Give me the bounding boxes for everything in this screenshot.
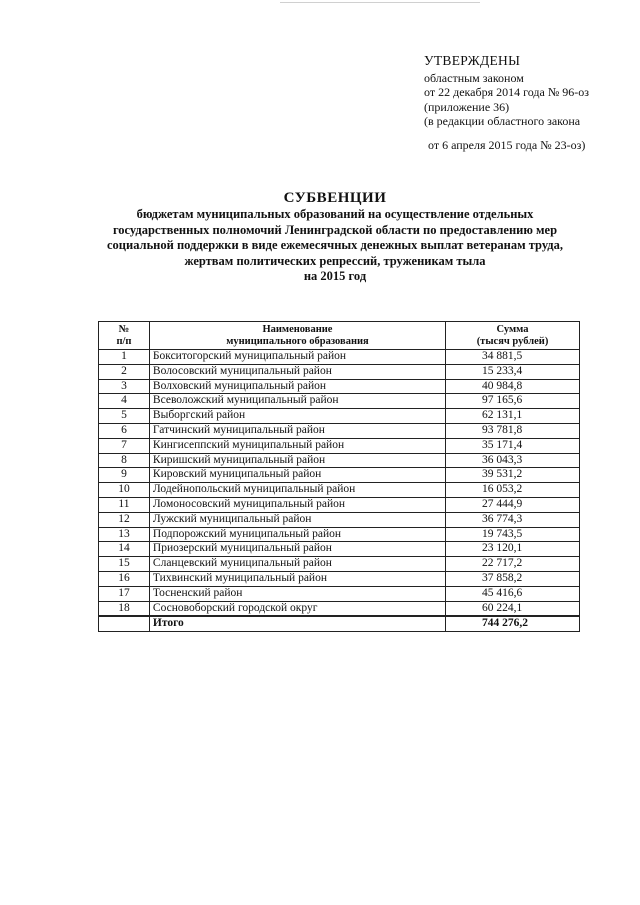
row-number: 15	[99, 557, 150, 572]
table-row	[99, 571, 580, 586]
document-subtitle-line: бюджетам муниципальных образований на осуществление отдельных	[136, 207, 534, 221]
row-number: 17	[99, 586, 150, 601]
table-row	[99, 601, 580, 616]
table-row	[99, 527, 580, 542]
row-sum: 40 984,8	[446, 379, 580, 394]
row-name: Кингисеппский муниципальный район	[149, 438, 445, 453]
row-number: 8	[99, 453, 150, 468]
row-name: Лужский муниципальный район	[149, 512, 445, 527]
table-row	[99, 364, 580, 379]
table-row	[99, 497, 580, 512]
table-row	[99, 483, 580, 498]
table-row	[99, 586, 580, 601]
row-number: 3	[99, 379, 150, 394]
row-number: 11	[99, 497, 150, 512]
document-subtitle-line: социальной поддержки в виде ежемесячных денежных выплат ветеранам труда,	[107, 238, 563, 252]
row-name: Сланцевский муниципальный район	[149, 557, 445, 572]
row-name: Волосовский муниципальный район	[149, 364, 445, 379]
table-row	[99, 468, 580, 483]
row-name: Выборгский район	[149, 409, 445, 424]
header-name	[149, 322, 445, 350]
row-sum: 62 131,1	[446, 409, 580, 424]
row-name: Всеволожский муниципальный район	[149, 394, 445, 409]
row-sum: 97 165,6	[446, 394, 580, 409]
header-sum-line: (тысяч рублей)	[476, 335, 549, 347]
approval-line: областным законом	[424, 70, 524, 85]
row-number: 18	[99, 601, 150, 616]
scan-top-edge	[280, 2, 480, 3]
row-sum: 34 881,5	[446, 350, 580, 365]
row-number: 13	[99, 527, 150, 542]
row-number: 12	[99, 512, 150, 527]
row-name: Лодейнопольский муниципальный район	[149, 483, 445, 498]
header-number-line: п/п	[116, 335, 132, 347]
row-name: Сосновоборский городской округ	[149, 601, 445, 616]
row-number: 7	[99, 438, 150, 453]
table-row	[99, 423, 580, 438]
row-name: Подпорожский муниципальный район	[149, 527, 445, 542]
document-subtitle-line: на 2015 год	[303, 269, 367, 283]
approval-line: от 6 апреля 2015 года № 23-оз)	[428, 137, 586, 152]
total-row	[99, 616, 580, 632]
row-name: Приозерский муниципальный район	[149, 542, 445, 557]
row-number: 9	[99, 468, 150, 483]
table-body	[99, 350, 580, 617]
subsidies-table	[98, 321, 580, 632]
row-sum: 36 774,3	[446, 512, 580, 527]
document-subtitle-line: жертвам политических репрессий, труженикам тыла	[184, 253, 486, 268]
row-name: Тосненский район	[149, 586, 445, 601]
table-row	[99, 557, 580, 572]
row-sum: 22 717,2	[446, 557, 580, 572]
row-name: Гатчинский муниципальный район	[149, 423, 445, 438]
row-number: 2	[99, 364, 150, 379]
document-subtitle-line: государственных полномочий Ленинградской области по предоставлению мер	[112, 222, 558, 237]
row-sum: 35 171,4	[446, 438, 580, 453]
header-name-line: Наименование	[262, 323, 333, 335]
document-heading	[60, 190, 610, 285]
table-header-row	[99, 322, 580, 350]
row-sum: 27 444,9	[446, 497, 580, 512]
header-number-line: №	[118, 323, 130, 335]
table-row	[99, 379, 580, 394]
table-row	[99, 409, 580, 424]
row-sum: 39 531,2	[446, 468, 580, 483]
document-title: СУБВЕНЦИИ	[283, 190, 387, 206]
row-sum: 93 781,8	[446, 423, 580, 438]
table-row	[99, 394, 580, 409]
approval-title: УТВЕРЖДЕНЫ	[424, 53, 521, 68]
row-number: 1	[99, 350, 150, 365]
table-row	[99, 438, 580, 453]
row-sum: 45 416,6	[446, 586, 580, 601]
row-name: Волховский муниципальный район	[149, 379, 445, 394]
approval-block	[424, 54, 589, 152]
row-number: 6	[99, 423, 150, 438]
row-sum: 37 858,2	[446, 571, 580, 586]
approval-line: (в редакции областного закона	[424, 114, 581, 128]
row-number: 14	[99, 542, 150, 557]
approval-line: от 22 декабря 2014 года № 96-оз	[424, 85, 590, 99]
row-sum: 19 743,5	[446, 527, 580, 542]
table-row	[99, 512, 580, 527]
header-name-line: муниципального образования	[226, 335, 369, 347]
approval-line: (приложение 36)	[424, 99, 510, 114]
header-sum-line: Сумма	[496, 323, 529, 335]
total-number-cell	[99, 616, 150, 632]
row-number: 5	[99, 409, 150, 424]
header-number	[99, 322, 150, 350]
table-row	[99, 542, 580, 557]
row-number: 10	[99, 483, 150, 498]
total-sum: 744 276,2	[446, 616, 580, 632]
row-number: 16	[99, 571, 150, 586]
table-row	[99, 350, 580, 365]
row-name: Бокситогорский муниципальный район	[149, 350, 445, 365]
total-label: Итого	[149, 616, 445, 632]
header-sum	[446, 322, 580, 350]
table-row	[99, 453, 580, 468]
row-name: Ломоносовский муниципальный район	[149, 497, 445, 512]
row-name: Кировский муниципальный район	[149, 468, 445, 483]
row-sum: 60 224,1	[446, 601, 580, 616]
row-number: 4	[99, 394, 150, 409]
row-name: Киришский муниципальный район	[149, 453, 445, 468]
row-name: Тихвинский муниципальный район	[149, 571, 445, 586]
row-sum: 15 233,4	[446, 364, 580, 379]
row-sum: 23 120,1	[446, 542, 580, 557]
row-sum: 16 053,2	[446, 483, 580, 498]
row-sum: 36 043,3	[446, 453, 580, 468]
